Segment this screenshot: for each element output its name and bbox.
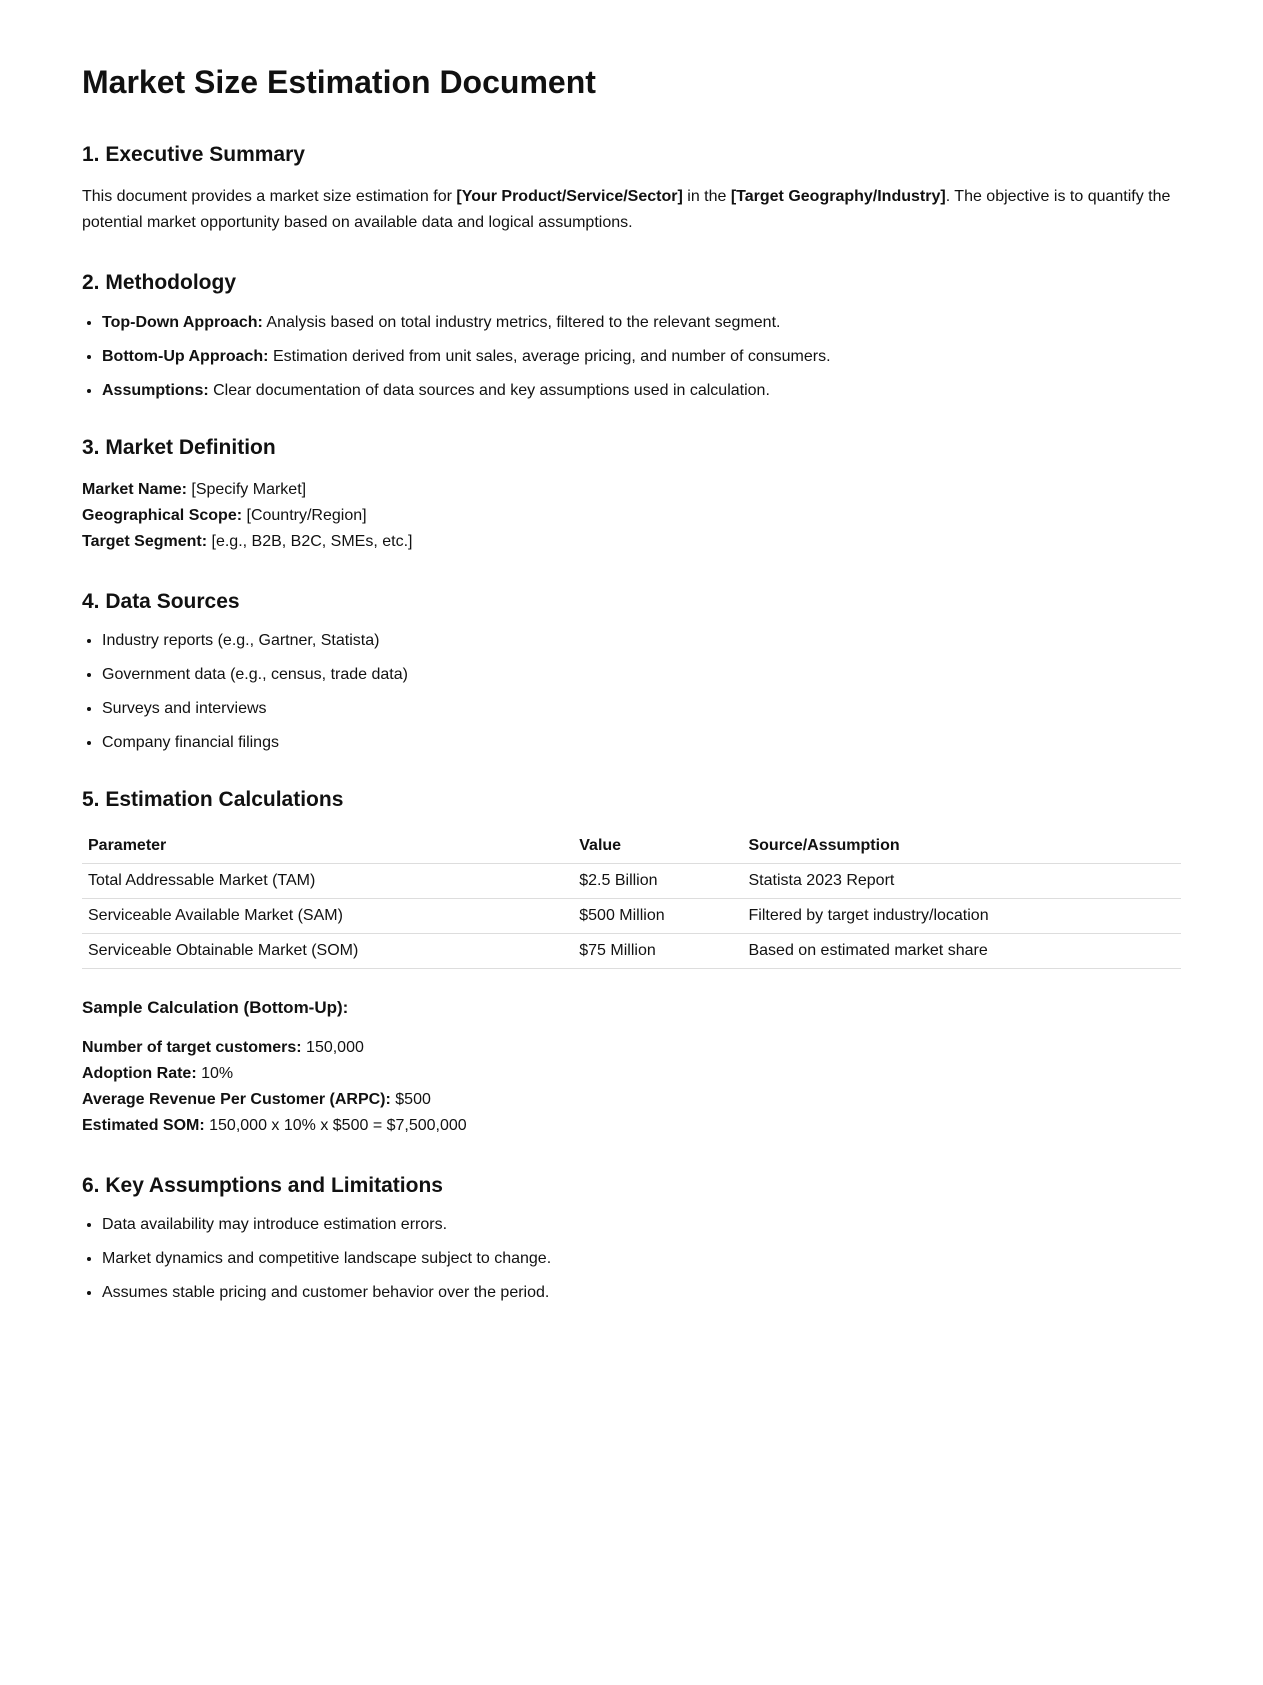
section-heading: 5. Estimation Calculations (82, 788, 344, 811)
calculation-line: Adoption Rate: 10% (82, 1064, 234, 1082)
list-item: • Top-Down Approach: Analysis based on total industry metrics, filtered to the relevant segment. (102, 313, 1181, 333)
section-data-sources (82, 589, 1181, 753)
table-header-row (82, 829, 1181, 864)
table-cell: Based on estimated market share (742, 934, 1181, 969)
table-cell: Serviceable Available Market (SAM) (82, 899, 573, 934)
list-item: • Market dynamics and competitive landscape subject to change. (102, 1249, 1181, 1269)
table-cell: $2.5 Billion (573, 864, 742, 899)
list-item: • Surveys and interviews (102, 699, 1181, 719)
page-title: Market Size Estimation Document (82, 64, 596, 100)
list-item: • Company financial filings (102, 733, 1181, 753)
table-cell: $500 Million (573, 899, 742, 934)
estimation-table-wrap (82, 829, 1181, 969)
list-item: • Industry reports (e.g., Gartner, Statista) (102, 631, 1181, 651)
section-methodology (82, 270, 1181, 400)
methodology-list (82, 313, 1181, 401)
section-estimation (82, 787, 1181, 1139)
column-header: Source/Assumption (742, 829, 1181, 864)
calculation-line: Estimated SOM: 150,000 x 10% x $500 = $7,500,000 (82, 1116, 467, 1134)
estimation-table (82, 829, 1181, 969)
definition-line: Market Name: [Specify Market] (82, 480, 307, 498)
list-item: • Data availability may introduce estimation errors. (102, 1215, 1181, 1235)
summary-paragraph: This document provides a market size estimation for [Your Product/Service/Sector] in the [Target Geography/Industry]. The objective is to quantify the potential market opportunity based on available data and logical assumptions. (82, 188, 1171, 232)
assumptions-list (82, 1215, 1181, 1303)
list-item: • Assumptions: Clear documentation of data sources and key assumptions used in calculation. (102, 381, 1181, 401)
column-header: Value (573, 829, 742, 864)
table-row (82, 899, 1181, 934)
calculation-line: Number of target customers: 150,000 (82, 1038, 364, 1056)
section-heading: 1. Executive Summary (82, 143, 305, 166)
column-header: Parameter (82, 829, 573, 864)
table-row (82, 934, 1181, 969)
section-heading: 2. Methodology (82, 271, 236, 295)
table-cell: Serviceable Obtainable Market (SOM) (82, 934, 573, 969)
section-market-definition (82, 435, 1181, 555)
list-item: • Assumes stable pricing and customer behavior over the period. (102, 1283, 1181, 1303)
table-cell: Statista 2023 Report (742, 864, 1181, 899)
section-heading: 3. Market Definition (82, 435, 276, 459)
list-item: • Government data (e.g., census, trade data) (102, 665, 1181, 685)
sample-calculation-heading: Sample Calculation (Bottom-Up): (82, 998, 349, 1018)
table-cell: Filtered by target industry/location (742, 899, 1181, 934)
table-row (82, 864, 1181, 899)
section-executive-summary (82, 142, 1181, 236)
list-item: • Bottom-Up Approach: Estimation derived from unit sales, average pricing, and number of consumers. (102, 347, 1181, 367)
section-heading: 4. Data Sources (82, 589, 240, 613)
definition-line: Target Segment: [e.g., B2B, B2C, SMEs, etc.] (82, 532, 413, 550)
data-sources-list (82, 631, 1181, 753)
definition-line: Geographical Scope: [Country/Region] (82, 506, 367, 524)
table-cell: Total Addressable Market (TAM) (82, 864, 573, 899)
table-cell: $75 Million (573, 934, 742, 969)
calculation-line: Average Revenue Per Customer (ARPC): $500 (82, 1090, 431, 1108)
section-assumptions (82, 1173, 1181, 1303)
section-heading: 6. Key Assumptions and Limitations (82, 1173, 443, 1197)
